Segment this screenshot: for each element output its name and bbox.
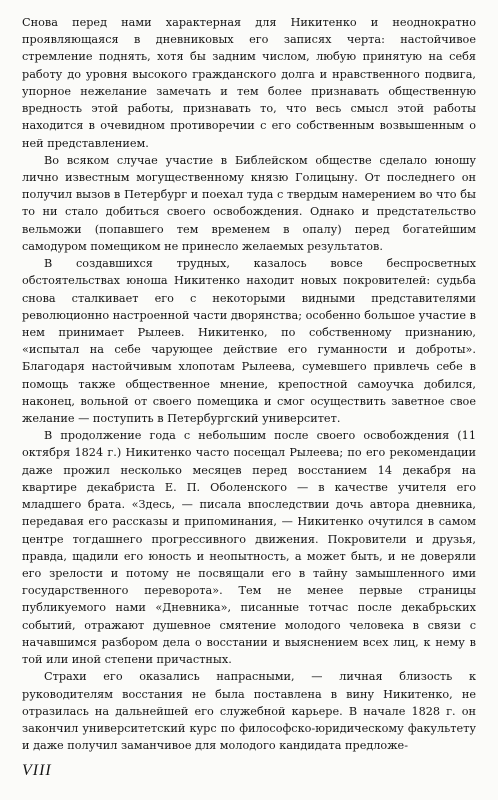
page-number: VIII — [22, 762, 52, 779]
body-text — [22, 14, 476, 754]
paragraph-3: В создавшихся трудных, казалось вовсе беспросветных обстоятельствах юноша Никитенко находит новых покровителей: судьба снова сталкивает его с некоторыми видными представителями революционно настроенной части дворянства; особенно большое участие в нем принимает Рылеев. Никитенко, по собственному признанию, «испытал на себе чарующее действие его гуманности и доброты». Благодаря настойчивым хлопотам Рылеева, сумевшего привлечь себе в помощь также общественное мнение, крепостной самоучка добился, наконец, вольной от своего помещика и смог осуществить заветное свое желание — поступить в Петербургский университет. — [22, 257, 476, 426]
paragraph-2: Во всяком случае участие в Библейском обществе сделало юношу лично известным могущественному князю Голицыну. От последнего он получил вызов в Петербург и поехал туда с твердым намерением во что бы то ни стало добиться своего освобождения. Однако и предстательство вельможи (попавшего тем временем в опалу) перед богатейшим самодуром помещиком не принесло желаемых результатов. — [22, 153, 476, 253]
paragraph-4: В продолжение года с небольшим после своего освобождения (11 октября 1824 г.) Никитенко часто посещал Рылеева; по его рекомендации даже прожил несколько месяцев перед восстанием 14 декабря на квартире декабриста Е. П. Оболенского — в качестве учителя его младшего брата. «Здесь, — писала впоследствии дочь автора дневника, передавая его рассказы и припоминания, — Никитенко очутился в самом центре тогдашнего прогрессивного движения. Покровители и друзья, правда, щадили его юность и неопытность, а может быть, и не доверяли его зрелости и потому не посвящали его в тайну замышленного ими государственного переворота». Тем не менее первые страницы публикуемого нами «Дневника», писанные тотчас после декабрьских событий, отражают душевное смятение молодого человека в связи с начавшимся разбором дела о восстании и выяснением всех лиц, к нему в той или иной степени причастных. — [22, 429, 476, 667]
paragraph-5: Страхи его оказались напрасными, — личная близость к руководителям восстания не была поставлена в вину Никитенко, не отразилась на дальнейшей его служебной карьере. В начале 1828 г. он закончил университетский курс по философско-юридическому факультету и даже получил заманчивое для молодого кандидата предложе- — [22, 670, 476, 753]
paragraph-1: Снова перед нами характерная для Никитенко и неоднократно проявляющаяся в дневниковых его записях черта: настойчивое стремление поднять, хотя бы задним числом, любую принятую на себя работу до уровня высокого гражданского долга и нравственного подвига, упорное нежелание замечать и тем более признавать общественную вредность этой работы, признавать то, что весь смысл этой работы находится в очевидном противоречии с его собственным возвышенным о ней представлением. — [22, 16, 476, 150]
